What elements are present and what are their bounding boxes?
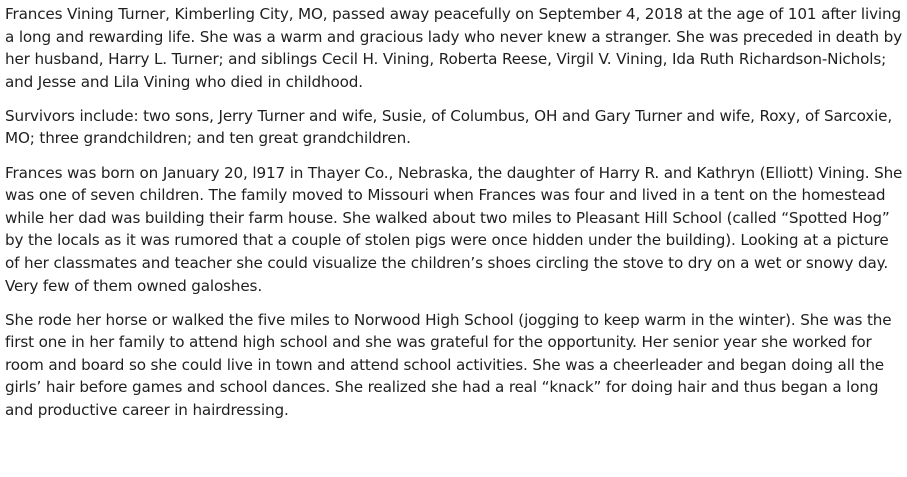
paragraph-announcement: Frances Vining Turner, Kimberling City, MO, passed away peacefully on September 4, 2018 at the age of 101 after living a long and rewarding life. She was a warm and gracious lady who never knew a stranger. She was preceded in death by her husband, Harry L. Turner; and siblings Cecil H. Vining, Roberta Reese, Virgil V. Vining, Ida Ruth Richardson-Nichols; and Jesse and Lila Vining who died in childhood. bbox=[5, 5, 902, 91]
paragraph-early-life: Frances was born on January 20, l917 in Thayer Co., Nebraska, the daughter of Harry R. and Kathryn (Elliott) Vining. She was one of seven children. The family moved to Missouri when Frances was four and lived in a tent on the homestead while her dad was building their farm house. She walked about two miles to Pleasant Hill School (called “Spotted Hog” by the locals as it was rumored that a couple of stolen pigs were once hidden under the building). Looking at a picture of her classmates and teacher she could visualize the children’s shoes circling the stove to dry on a wet or snowy day. Very few of them owned galoshes. bbox=[5, 163, 903, 295]
obituary-article bbox=[5, 3, 907, 433]
paragraph-survivors: Survivors include: two sons, Jerry Turner and wife, Susie, of Columbus, OH and Gary Turner and wife, Roxy, of Sarcoxie, MO; three grandchildren; and ten great grandchildren. bbox=[5, 106, 893, 148]
paragraph-high-school: She rode her horse or walked the five miles to Norwood High School (jogging to keep warm in the winter). She was the first one in her family to attend high school and she was grateful for the opportunity. Her senior year she worked for room and board so she could live in town and attend school activities. She was a cheerleader and began doing all the girls’ hair before games and school dances. She realized she had a real “knack” for doing hair and thus began a long and productive career in hairdressing. bbox=[5, 310, 892, 419]
